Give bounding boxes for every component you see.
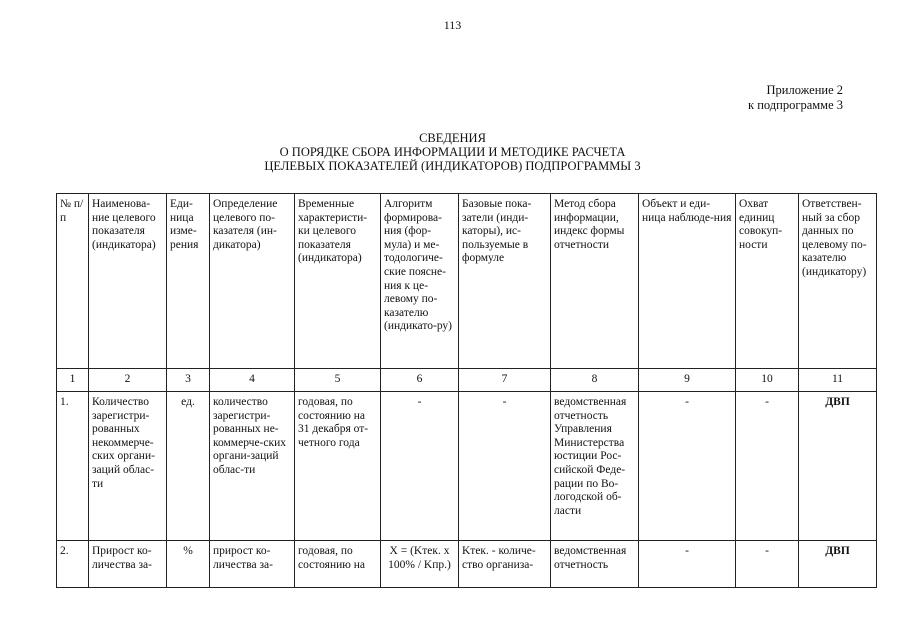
indicator-responsible: ДВП bbox=[799, 541, 877, 588]
document-title bbox=[0, 131, 905, 173]
table-header-row bbox=[57, 194, 877, 369]
header-cell-unit: Еди-ница изме-рения bbox=[167, 194, 210, 369]
indicator-time: годовая, по состоянию на 31 декабря от-четного года bbox=[295, 392, 381, 541]
header-cell-definition: Определение целевого по-казателя (ин-дикатора) bbox=[210, 194, 295, 369]
indicators-table bbox=[56, 193, 877, 588]
formula-line-1: X = (Kтек. x bbox=[389, 545, 450, 557]
table-row bbox=[57, 392, 877, 541]
title-line-1: СВЕДЕНИЯ bbox=[419, 131, 486, 145]
column-number: 3 bbox=[167, 369, 210, 392]
indicator-object: - bbox=[639, 541, 736, 588]
indicator-responsible: ДВП bbox=[799, 392, 877, 541]
indicator-name: Количество зарегистри-рованных некоммерче-ских органи-заций облас-ти bbox=[89, 392, 167, 541]
column-number: 4 bbox=[210, 369, 295, 392]
appendix-line-2: к подпрограмме 3 bbox=[748, 98, 843, 112]
indicator-method: ведомственная отчетность Управления Министерства юстиции Рос-сийской Феде-рации по Во-логодской об-ласти bbox=[551, 392, 639, 541]
indicator-definition: прирост ко-личества за- bbox=[210, 541, 295, 588]
header-cell-base: Базовые пока-затели (инди-каторы), ис-пользуемые в формуле bbox=[459, 194, 551, 369]
indicator-coverage: - bbox=[736, 392, 799, 541]
title-line-3: ЦЕЛЕВЫХ ПОКАЗАТЕЛЕЙ (ИНДИКАТОРОВ) ПОДПРОГРАММЫ 3 bbox=[264, 159, 641, 173]
indicator-name: Прирост ко-личества за- bbox=[89, 541, 167, 588]
indicator-definition: количество зарегистри-рованных не-коммерче-ских органи-заций облас-ти bbox=[210, 392, 295, 541]
indicator-time: годовая, по состоянию на bbox=[295, 541, 381, 588]
header-cell-method: Метод сбора информации, индекс формы отчетности bbox=[551, 194, 639, 369]
header-cell-object: Объект и еди-ница наблюде-ния bbox=[639, 194, 736, 369]
appendix-line-1: Приложение 2 bbox=[766, 83, 843, 97]
column-number: 1 bbox=[57, 369, 89, 392]
column-number: 9 bbox=[639, 369, 736, 392]
indicator-method: ведомственная отчетность bbox=[551, 541, 639, 588]
header-cell-coverage: Охват единиц совокуп-ности bbox=[736, 194, 799, 369]
indicator-coverage: - bbox=[736, 541, 799, 588]
indicator-algorithm bbox=[381, 541, 459, 588]
header-cell-num: № п/п bbox=[57, 194, 89, 369]
indicator-unit: ед. bbox=[167, 392, 210, 541]
indicator-base: Kтек. - количе-ство организа- bbox=[459, 541, 551, 588]
row-number: 2. bbox=[57, 541, 89, 588]
indicator-base: - bbox=[459, 392, 551, 541]
header-cell-responsible: Ответствен-ный за сбор данных по целевому по-казателю (индикатору) bbox=[799, 194, 877, 369]
header-cell-name: Наименова-ние целевого показателя (индикатора) bbox=[89, 194, 167, 369]
column-number: 6 bbox=[381, 369, 459, 392]
appendix-note bbox=[748, 83, 843, 113]
page-number: 113 bbox=[443, 18, 462, 32]
column-number: 2 bbox=[89, 369, 167, 392]
indicator-object: - bbox=[639, 392, 736, 541]
column-number: 10 bbox=[736, 369, 799, 392]
formula-line-2: 100% / Kпр.) bbox=[388, 558, 451, 571]
title-line-2: О ПОРЯДКЕ СБОРА ИНФОРМАЦИИ И МЕТОДИКЕ РАСЧЕТА bbox=[279, 145, 626, 159]
indicator-algorithm: - bbox=[381, 392, 459, 541]
column-number: 7 bbox=[459, 369, 551, 392]
header-cell-algorithm: Алгоритм формирова-ния (фор-мула) и ме-тодологиче-ские поясне-ния к це-левому по-казателю (индикато-ру) bbox=[381, 194, 459, 369]
header-cell-time: Временные характеристи-ки целевого показателя (индикатора) bbox=[295, 194, 381, 369]
table-row bbox=[57, 541, 877, 588]
column-number: 5 bbox=[295, 369, 381, 392]
column-number: 8 bbox=[551, 369, 639, 392]
column-number-row bbox=[57, 369, 877, 392]
row-number: 1. bbox=[57, 392, 89, 541]
indicator-unit: % bbox=[167, 541, 210, 588]
column-number: 11 bbox=[799, 369, 877, 392]
